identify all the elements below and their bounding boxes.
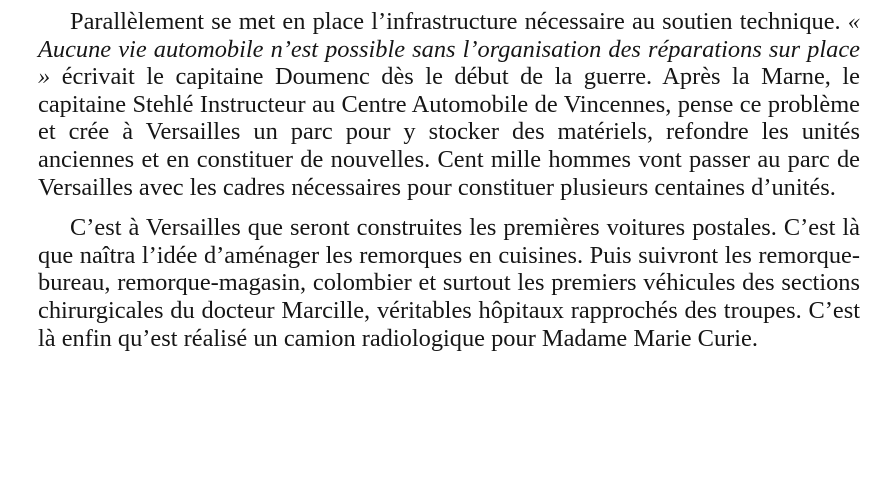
doumenc-quote: « Aucune vie automobile n’est possible sans l’organisation des réparations sur place »	[38, 8, 860, 91]
paragraph-1-body: écrivait le capitaine Doumenc dès le début de la guerre. Après la Marne, le capitaine Stehlé Instructeur au Centre Automobile de Vincennes, pense ce problème et crée à Versailles un parc pour y stocker des matériels, refondre les unités anciennes et en constituer de nouvelles. Cent mille hommes vont passer au parc de Versailles avec les cadres nécessaires pour constituer plusieurs centaines d’unités.	[38, 63, 860, 201]
paragraph-1-intro: Parallèlement se met en place l’infrastructure nécessaire au soutien technique.	[70, 8, 848, 35]
paragraph-infrastructure	[38, 8, 860, 201]
document-page	[38, 8, 860, 352]
paragraph-versailles: C’est à Versailles que seront construites les premières voitures postales. C’est là que naîtra l’idée d’aménager les remorques en cuisines. Puis suivront les remorque-bureau, remorque-magasin, colombier et surtout les premiers véhicules des sections chirurgicales du docteur Marcille, véritables hôpitaux rapprochés des troupes. C’est là enfin qu’est réalisé un camion radiologique pour Madame Marie Curie.	[38, 214, 860, 352]
